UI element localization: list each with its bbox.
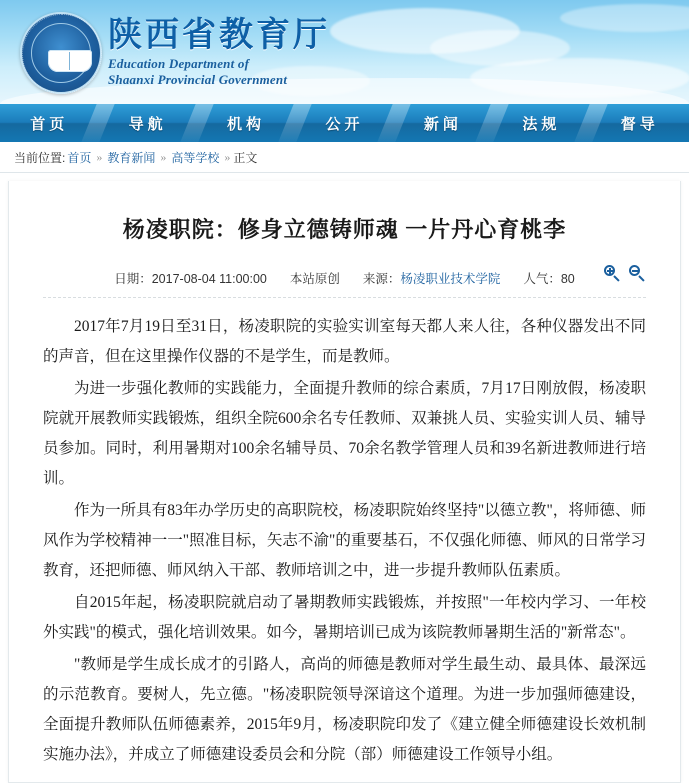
- site-header: [0, 0, 689, 104]
- article-card: [8, 181, 681, 783]
- emblem-icon: [20, 12, 102, 94]
- nav-item-regulations[interactable]: 法规: [492, 104, 590, 142]
- article-paragraph: 2017年7月19日至31日，杨凌职院的实验实训室每天都人来人往，各种仪器发出不同的声音，但在这里操作仪器的不是学生，而是教师。: [43, 318, 646, 365]
- breadcrumb-label: 当前位置:: [14, 150, 66, 165]
- breadcrumb: [0, 142, 689, 173]
- article-paragraph: 自2015年起，杨凌职院就启动了暑期教师实践锻炼，并按照"一年校内学习、一年校外实践"的模式，强化培训效果。如今，暑期培训已成为该院教师暑期生活的"新常态"。: [43, 594, 646, 641]
- nav-item-disclosure[interactable]: 公开: [295, 104, 393, 142]
- breadcrumb-home[interactable]: 首页: [67, 150, 92, 165]
- site-title-en-line2: Shaanxi Provincial Government: [108, 72, 288, 87]
- breadcrumb-current: 正文: [233, 150, 258, 165]
- book-icon: [48, 50, 92, 72]
- nav-item-home[interactable]: 首页: [0, 104, 98, 142]
- article-paragraph: 为进一步强化教师的实践能力，全面提升教师的综合素质，7月17日刚放假，杨凌职院就开展教师实践锻炼，组织全院600余名专任教师、双兼挑人员、实验实训人员、辅导员参加。同时，利用暑期对100余名辅导员、70余名教学管理人员和39名新进教师进行培训。: [43, 380, 646, 487]
- article-meta: [43, 263, 646, 298]
- site-title-en-line1: Education Department of: [108, 56, 250, 71]
- breadcrumb-separator: »: [96, 149, 103, 164]
- article-paragraph: 作为一所具有83年办学历史的高职院校，杨凌职院始终坚持"以德立教"，将师德、师风作为学校精神一一"照准目标，矢志不渝"的重要基石，不仅强化师德、师风的日常学习教育，还把师德、师风纳入干部、教师培训之中，进一步提升教师队伍素质。: [43, 502, 646, 579]
- emblem-inner: [31, 23, 91, 83]
- breadcrumb-separator: »: [160, 149, 167, 164]
- site-title-cn: 陕西省教育厅: [108, 17, 330, 54]
- meta-date-label: 日期：: [114, 272, 152, 286]
- breadcrumb-level2[interactable]: 教育新闻: [107, 150, 156, 165]
- cloud-decoration: [560, 4, 689, 32]
- meta-source-label: 来源：: [362, 272, 401, 286]
- zoom-tools: [604, 265, 646, 282]
- nav-item-guide[interactable]: 导航: [98, 104, 196, 142]
- breadcrumb-level3[interactable]: 高等学校: [171, 150, 220, 165]
- nav-item-supervision[interactable]: 督导: [620, 115, 659, 133]
- breadcrumb-separator: »: [224, 149, 231, 164]
- zoom-out-icon[interactable]: [629, 265, 646, 282]
- nav-item-organization[interactable]: 机构: [197, 104, 295, 142]
- meta-source-link[interactable]: 杨凌职业技术学院: [400, 272, 501, 286]
- page-title: 杨凌职院：修身立德铸师魂 一片丹心育桃李: [122, 217, 567, 242]
- main-navigation: [0, 104, 689, 142]
- nav-item-news[interactable]: 新闻: [394, 104, 492, 142]
- site-title-block: [108, 16, 330, 88]
- article-body: [43, 298, 646, 770]
- meta-origin: 本站原创: [289, 272, 340, 286]
- meta-views-value: 80: [560, 272, 575, 286]
- meta-date-value: 2017-08-04 11:00:00: [151, 272, 267, 286]
- article-paragraph: "教师是学生成长成才的引路人，高尚的师德是教师对学生最生动、最具体、最深远的示范教育。要树人，先立德。"杨凌职院领导深谙这个道理。为进一步加强师德建设，全面提升教师队伍师德素养，2015年9月，杨凌职院印发了《建立健全师德建设长效机制实施办法》，并成立了师德建设委员会和分院（部）师德建设工作领导小组。: [43, 656, 646, 763]
- meta-views-label: 人气：: [523, 272, 561, 286]
- zoom-in-icon[interactable]: [604, 265, 621, 282]
